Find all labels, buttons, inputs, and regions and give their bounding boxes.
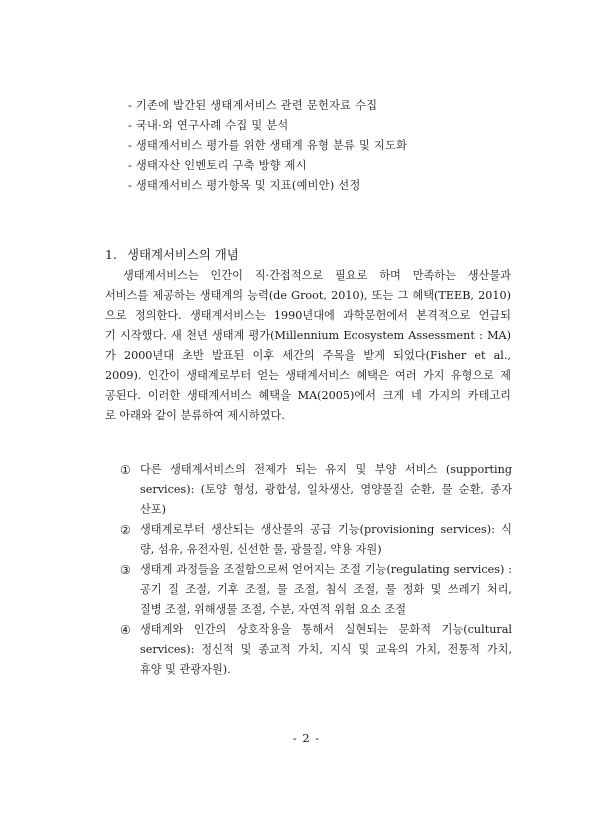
item-line: 다른 생태계서비스의 전제가 되는 유지 및 부양 서비스 (supporting (140, 463, 512, 476)
item-line: 휴양 및 관광자원). (140, 663, 231, 676)
category-item-regulating (120, 560, 512, 620)
category-item-cultural (120, 620, 512, 680)
paragraph-line: 으로 정의한다. 생태계서비스는 1990년대에 과학문헌에서 본격적으로 언급되 (105, 309, 511, 322)
paragraph-line: 서비스를 제공하는 생태계의 능력(de Groot, 2010), 또는 그 혜택(TEEB, 2010) (105, 289, 511, 302)
circled-number-marker: ② (120, 523, 131, 537)
task-bullet-list (128, 96, 548, 196)
item-line: 량, 섬유, 유전자원, 신선한 물, 광물질, 약용 자원) (140, 543, 382, 556)
bullet-item: - 기존에 발간된 생태계서비스 관련 문헌자료 수집 (128, 99, 378, 112)
page-number: - 2 - (292, 731, 321, 745)
paragraph-line: 로 아래와 같이 분류하여 제시하였다. (105, 409, 285, 422)
item-line: 산포) (140, 503, 166, 516)
category-item-provisioning (120, 520, 512, 560)
item-line: 생태계와 인간의 상호작용을 통해서 실현되는 문화적 기능(cultural (140, 623, 512, 636)
item-line: services): 정신적 및 종교적 가치, 지식 및 교육의 가치, 전통적 가치, (140, 643, 512, 656)
section-heading (105, 245, 239, 263)
bullet-item: - 생태자산 인벤토리 구축 방향 제시 (128, 159, 307, 172)
item-line: 질병 조절, 위해생물 조절, 수분, 자연적 위험 요소 조절 (140, 603, 407, 616)
item-line: 생태계 과정들을 조절함으로써 얻어지는 조절 기능(regulating services) : (140, 563, 512, 576)
service-category-list (120, 460, 512, 680)
category-item-supporting (120, 460, 512, 520)
section-title: 생태계서비스의 개념 (127, 247, 239, 262)
bullet-item: - 생태계서비스 평가를 위한 생태계 유형 분류 및 지도화 (128, 139, 408, 152)
item-line: services): (토양 형성, 광합성, 일차생산, 영양물질 순환, 물 순환, 종자 (140, 483, 512, 496)
circled-number-marker: ④ (120, 623, 131, 637)
item-line: 공기 질 조절, 기후 조절, 물 조절, 침식 조절, 물 정화 및 쓰레기 처리, (140, 583, 512, 596)
paragraph-line: 공된다. 이러한 생태계서비스 혜택을 MA(2005)에서 크게 네 가지의 카테고리 (105, 389, 511, 402)
circled-number-marker: ③ (120, 563, 131, 577)
paragraph-line: 기 시작했다. 새 천년 생태계 평가(Millennium Ecosystem Assessment : MA) (105, 329, 511, 342)
section-number: 1. (105, 247, 117, 262)
paragraph-line: 2009). 인간이 생태계로부터 얻는 생태계서비스 혜택은 여러 가지 유형으로 제 (105, 369, 511, 382)
paragraph-line: 가 2000년대 초반 발표된 이후 세간의 주목을 받게 되었다(Fisher et al., (105, 349, 511, 362)
bullet-item: - 생태계서비스 평가항목 및 지표(예비안) 선정 (128, 179, 361, 192)
body-paragraph (105, 266, 511, 426)
paragraph-line: 생태계서비스는 인간이 직·간접적으로 필요로 하며 만족하는 생산물과 (123, 269, 511, 282)
circled-number-marker: ① (120, 463, 131, 477)
bullet-item: - 국내·외 연구사례 수집 및 분석 (128, 119, 289, 132)
item-line: 생태계로부터 생산되는 생산물의 공급 기능(provisioning services): 식 (140, 523, 512, 536)
